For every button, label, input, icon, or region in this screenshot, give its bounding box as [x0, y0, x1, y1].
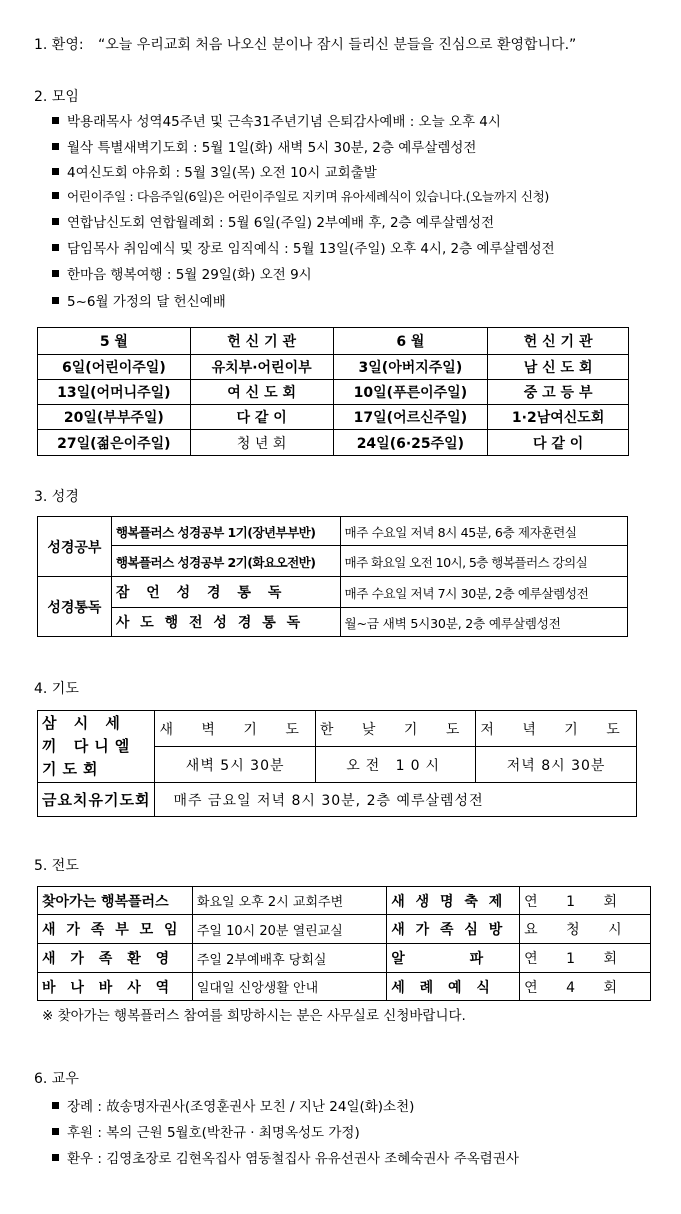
meeting-item: 박용래목사 성역45주년 및 근속31주년기념 은퇴감사예배 : 오늘 오후 4시: [52, 110, 501, 130]
dedication-table: [37, 327, 629, 456]
welcome-title: 1. 환영:: [34, 37, 84, 53]
table-row: 13일(어머니주일) 여 신 도 회 10일(푸른이주일) 중 고 등 부: [38, 380, 629, 405]
table-row: 찾아가는 행복플러스 화요일 오후 2시 교회주변 새 생 명 축 제 연 1 회: [38, 887, 651, 915]
bible-study-label: 성경공부: [38, 517, 112, 577]
bullet-icon: [52, 192, 59, 199]
table-row: 20일(부부주일) 다 같 이 17일(어르신주일) 1·2남여신도회: [38, 405, 629, 430]
bullet-icon: [52, 244, 59, 251]
bullet-icon: [52, 1154, 59, 1161]
header-cell: 6 월: [333, 328, 488, 355]
daniel-prayer-label: 삼 시 세 끼 다니엘기도회: [38, 711, 155, 783]
table-row: 행복플러스 성경공부 2기(화요오전반) 매주 화요일 오전 10시, 5층 행복플러스 강의실: [38, 546, 628, 577]
table-row: 삼 시 세 끼 다니엘기도회 새 벽 기 도 한 낮 기 도 저 녁 기 도: [38, 711, 637, 747]
meeting-item: 4여신도회 야유회 : 5월 3일(목) 오전 10시 교회출발: [52, 161, 377, 181]
member-item: 장례 : 故송명자권사(조영훈권사 모친 / 지난 24일(화)소천): [52, 1095, 414, 1115]
table-row: 성경통독 잠 언 성 경 통 독 매주 수요일 저녁 7시 30분, 2층 예루살렘성전: [38, 577, 628, 608]
bullet-icon: [52, 270, 59, 277]
bullet-icon: [52, 117, 59, 124]
bible-reading-label: 성경통독: [38, 577, 112, 637]
bible-table: [37, 516, 628, 637]
evangelism-title: 5. 전도: [34, 858, 79, 874]
table-row: 성경공부 행복플러스 성경공부 1기(장년부부반) 매주 수요일 저녁 8시 45분, 6층 제자훈련실: [38, 517, 628, 546]
meeting-item: 월삭 특별새벽기도회 : 5월 1일(화) 새벽 5시 30분, 2층 예루살렘성전: [52, 136, 476, 156]
table-row: 새 가 족 환 영 주일 2부예배후 당회실 알 파 연 1 회: [38, 944, 651, 973]
evangelism-table: [37, 886, 651, 1001]
bullet-icon: [52, 1102, 59, 1109]
header-cell: 헌 신 기 관: [488, 328, 629, 355]
table-row: 새벽 5시 30분 오전 10시 저녁 8시 30분: [38, 747, 637, 783]
header-cell: 5 월: [38, 328, 191, 355]
table-row: 새 가 족 부 모 임 주일 10시 20분 열린교실 새 가 족 심 방 요 청 시: [38, 915, 651, 944]
evangelism-note: ※ 찾아가는 행복플러스 참여를 희망하시는 분은 사무실로 신청바랍니다.: [42, 1008, 466, 1024]
table-row: 바 나 바 사 역 일대일 신앙생활 안내 세 례 예 식 연 4 회: [38, 973, 651, 1001]
welcome-text: “오늘 우리교회 처음 나오신 분이나 잠시 들리신 분들을 진심으로 환영합니다.”: [98, 37, 577, 53]
prayer-table: [37, 710, 637, 817]
meeting-item: 한마음 행복여행 : 5월 29일(화) 오전 9시: [52, 263, 312, 283]
bullet-icon: [52, 297, 59, 304]
meeting-item: 5~6월 가정의 달 헌신예배: [52, 290, 226, 310]
member-item: 환우 : 김영초장로 김현옥집사 염동철집사 유유선권사 조혜숙권사 주옥렴권사: [52, 1147, 519, 1167]
welcome-line: [34, 34, 576, 54]
bullet-icon: [52, 143, 59, 150]
table-row: 사 도 행 전 성 경 통 독 월~금 새벽 5시30분, 2층 예루살렘성전: [38, 608, 628, 637]
table-row: 금요치유기도회 매주 금요일 저녁 8시 30분, 2층 예루살렘성전: [38, 783, 637, 817]
table-header-row: [38, 328, 629, 355]
member-item: 후원 : 복의 근원 5월호(박찬규 · 최명옥성도 가정): [52, 1121, 360, 1141]
table-row: 6일(어린이주일) 유치부·어린이부 3일(아버지주일) 남 신 도 회: [38, 355, 629, 380]
bullet-icon: [52, 168, 59, 175]
members-title: 6. 교우: [34, 1071, 79, 1087]
table-row: 27일(젊은이주일) 청 년 회 24일(6·25주일) 다 같 이: [38, 430, 629, 456]
meeting-item: 연합남신도회 연합월례회 : 5월 6일(주일) 2부예배 후, 2층 예루살렘성전: [52, 211, 494, 231]
header-cell: 헌 신 기 관: [190, 328, 333, 355]
bullet-icon: [52, 218, 59, 225]
prayer-title: 4. 기도: [34, 681, 79, 697]
bullet-icon: [52, 1128, 59, 1135]
friday-prayer-label: 금요치유기도회: [38, 783, 155, 817]
bible-title: 3. 성경: [34, 489, 79, 505]
meeting-item: 담임목사 취임예식 및 장로 임직예식 : 5월 13일(주일) 오후 4시, 2층 예루살렘성전: [52, 237, 555, 257]
meeting-item: 어린이주일 : 다음주일(6일)은 어린이주일로 지키며 유아세례식이 있습니다.(오늘까지 신청): [52, 186, 549, 205]
meetings-title: 2. 모임: [34, 89, 79, 105]
